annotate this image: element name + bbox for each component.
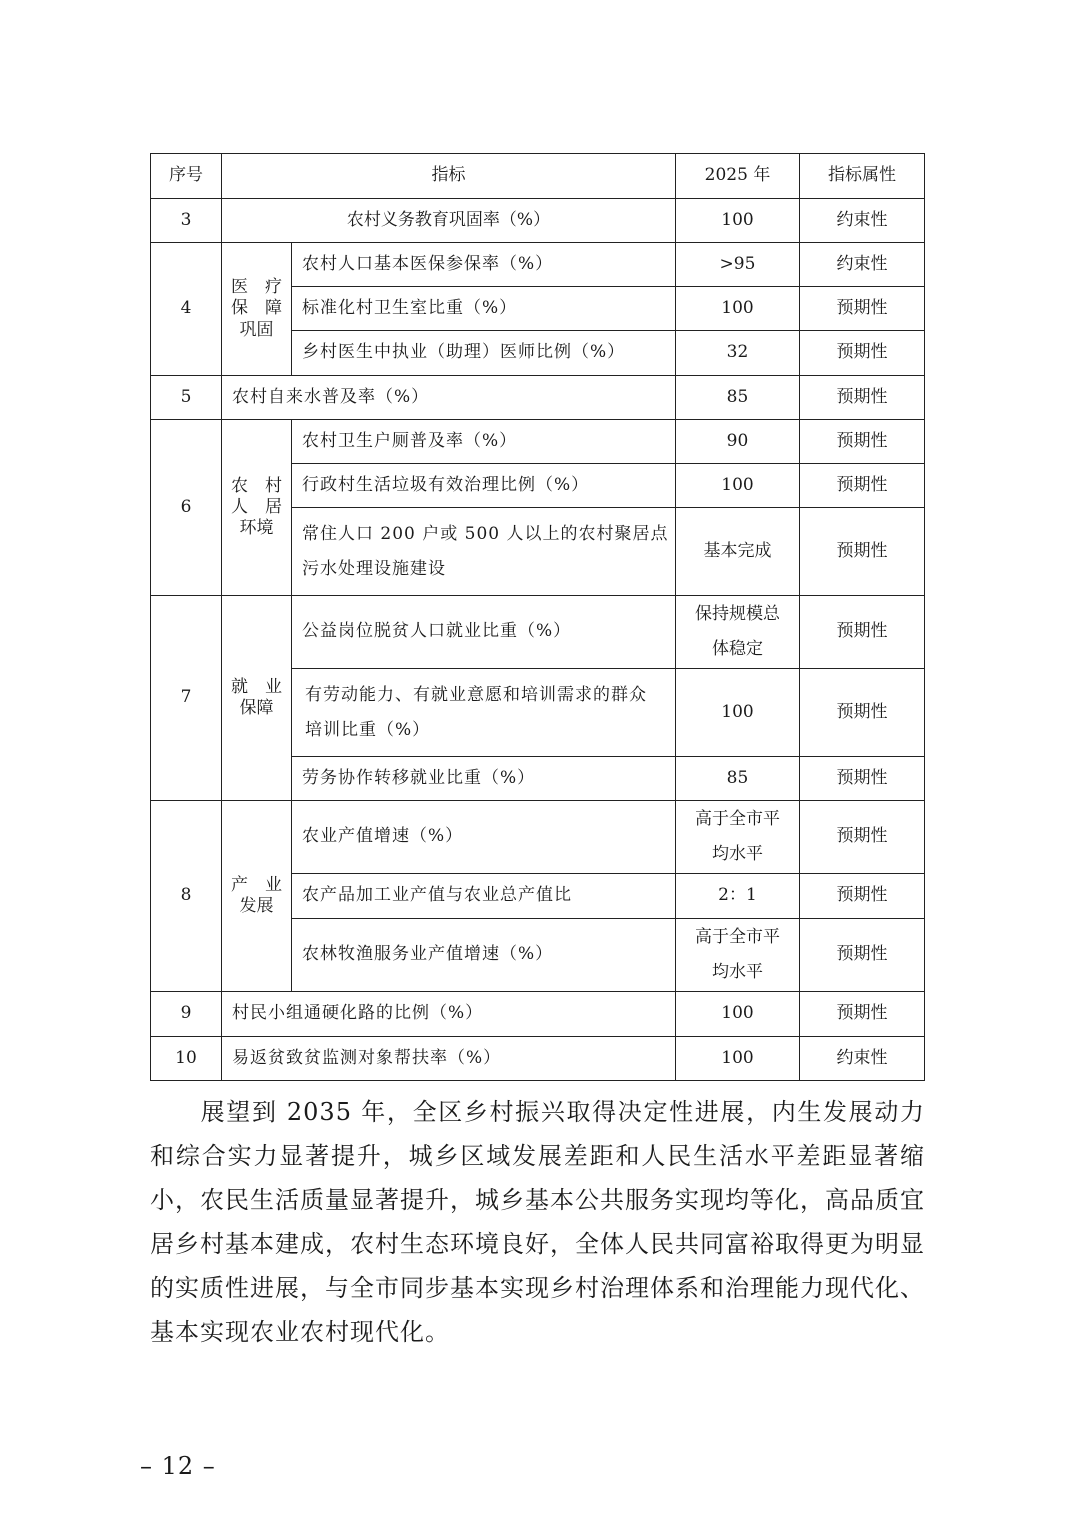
indicator-name: 村民小组通硬化路的比例（%） xyxy=(222,992,676,1037)
row-seq: 3 xyxy=(151,199,222,243)
category-line: 人 居 xyxy=(231,496,282,517)
indicator-attr: 预期性 xyxy=(800,874,925,919)
category-line: 环境 xyxy=(239,518,274,539)
indicator-attr: 约束性 xyxy=(800,199,925,243)
indicator-name: 农村义务教育巩固率（%） xyxy=(222,199,676,243)
row-seq: 6 xyxy=(151,420,222,596)
indicator-name: 乡村医生中执业（助理）医师比例（%） xyxy=(292,331,676,376)
indicator-value xyxy=(676,596,800,669)
header-seq: 序号 xyxy=(151,154,222,199)
header-year: 2025 年 xyxy=(676,154,800,199)
indicator-value-line: 高于全市平 xyxy=(695,927,780,947)
indicator-value: 基本完成 xyxy=(676,508,800,596)
indicator-name xyxy=(292,669,676,757)
row-seq: 5 xyxy=(151,376,222,420)
category-line: 发展 xyxy=(239,896,274,916)
indicator-value: 100 xyxy=(676,199,800,243)
indicator-value: 100 xyxy=(676,1037,800,1081)
indicator-attr: 预期性 xyxy=(800,464,925,508)
category-line: 医 疗 xyxy=(231,277,282,298)
indicator-name: 劳务协作转移就业比重（%） xyxy=(292,757,676,801)
indicator-value: 100 xyxy=(676,464,800,508)
category-cell xyxy=(222,420,292,596)
table-row xyxy=(151,801,925,874)
indicator-attr: 预期性 xyxy=(800,801,925,874)
indicator-attr: 预期性 xyxy=(800,331,925,376)
indicator-value-line: 体稳定 xyxy=(712,639,763,659)
indicator-value: 85 xyxy=(676,757,800,801)
indicator-name-line: 有劳动能力、有就业意愿和培训需求的群众 xyxy=(305,684,647,705)
category-cell xyxy=(222,801,292,992)
indicator-value: >95 xyxy=(676,243,800,287)
indicator-attr: 预期性 xyxy=(800,669,925,757)
indicator-attr: 预期性 xyxy=(800,992,925,1037)
indicator-value: 100 xyxy=(676,992,800,1037)
indicator-value-line: 高于全市平 xyxy=(695,809,780,829)
indicator-attr: 约束性 xyxy=(800,243,925,287)
table-row xyxy=(151,596,925,669)
indicator-name: 农村卫生户厕普及率（%） xyxy=(292,420,676,464)
table-row xyxy=(151,1037,925,1081)
category-line: 保 障 xyxy=(231,298,282,319)
indicator-name: 农村自来水普及率（%） xyxy=(222,376,676,420)
indicator-name xyxy=(292,508,676,596)
body-paragraph-text: 展望到 2035 年，全区乡村振兴取得决定性进展，内生发展动力和综合实力显著提升，城乡区域发展差距和人民生活水平差距显著缩小，农民生活质量显著提升，城乡基本公共服务实现均等化，高品质宜居乡村基本建成，农村生态环境良好，全体人民共同富裕取得更为明显的实质性进展，与全市同步基本实现乡村治理体系和治理能力现代化、基本实现农业农村现代化。 xyxy=(150,1098,925,1346)
category-line: 产 业 xyxy=(231,874,282,895)
indicator-name: 易返贫致贫监测对象帮扶率（%） xyxy=(222,1037,676,1081)
indicator-attr: 预期性 xyxy=(800,596,925,669)
indicator-value: 2：1 xyxy=(676,874,800,919)
row-seq: 10 xyxy=(151,1037,222,1081)
category-cell xyxy=(222,243,292,376)
indicator-value xyxy=(676,919,800,992)
table-row xyxy=(151,376,925,420)
indicator-name: 农业产值增速（%） xyxy=(292,801,676,874)
indicator-attr: 预期性 xyxy=(800,420,925,464)
category-line: 保障 xyxy=(239,698,274,718)
indicator-attr: 预期性 xyxy=(800,508,925,596)
indicator-value-line: 保持规模总 xyxy=(695,604,780,624)
indicator-value xyxy=(676,801,800,874)
table-row xyxy=(151,199,925,243)
row-seq: 8 xyxy=(151,801,222,992)
row-seq: 7 xyxy=(151,596,222,801)
indicator-value: 100 xyxy=(676,669,800,757)
table-row xyxy=(151,243,925,287)
indicator-value-line: 均水平 xyxy=(712,844,763,864)
category-line: 巩固 xyxy=(239,319,274,340)
category-line: 农 村 xyxy=(231,475,282,496)
indicator-attr: 预期性 xyxy=(800,919,925,992)
indicator-value-line: 均水平 xyxy=(712,962,763,982)
indicator-name: 农产品加工业产值与农业总产值比 xyxy=(292,874,676,919)
indicator-name-line: 培训比重（%） xyxy=(305,719,431,740)
row-seq: 9 xyxy=(151,992,222,1037)
indicator-name: 农村人口基本医保参保率（%） xyxy=(292,243,676,287)
indicator-value: 32 xyxy=(676,331,800,376)
indicator-name: 农林牧渔服务业产值增速（%） xyxy=(292,919,676,992)
table-header-row xyxy=(151,154,925,199)
indicator-value: 90 xyxy=(676,420,800,464)
category-line: 就 业 xyxy=(231,676,282,697)
indicator-name: 行政村生活垃圾有效治理比例（%） xyxy=(292,464,676,508)
table-row xyxy=(151,420,925,464)
indicator-name-line: 污水处理设施建设 xyxy=(302,558,446,579)
indicator-attr: 预期性 xyxy=(800,376,925,420)
table-row xyxy=(151,992,925,1037)
header-indicator: 指标 xyxy=(222,154,676,199)
row-seq: 4 xyxy=(151,243,222,376)
indicator-table xyxy=(150,153,925,1081)
category-cell xyxy=(222,596,292,801)
indicator-value: 100 xyxy=(676,287,800,331)
indicator-attr: 预期性 xyxy=(800,757,925,801)
body-paragraph xyxy=(150,1090,925,1354)
indicator-attr: 预期性 xyxy=(800,287,925,331)
indicator-name: 公益岗位脱贫人口就业比重（%） xyxy=(292,596,676,669)
page-number: – 12 – xyxy=(140,1452,216,1480)
indicator-name: 标准化村卫生室比重（%） xyxy=(292,287,676,331)
indicator-attr: 约束性 xyxy=(800,1037,925,1081)
indicator-value: 85 xyxy=(676,376,800,420)
header-attr: 指标属性 xyxy=(800,154,925,199)
indicator-name-line: 常住人口 200 户或 500 人以上的农村聚居点 xyxy=(302,523,669,544)
